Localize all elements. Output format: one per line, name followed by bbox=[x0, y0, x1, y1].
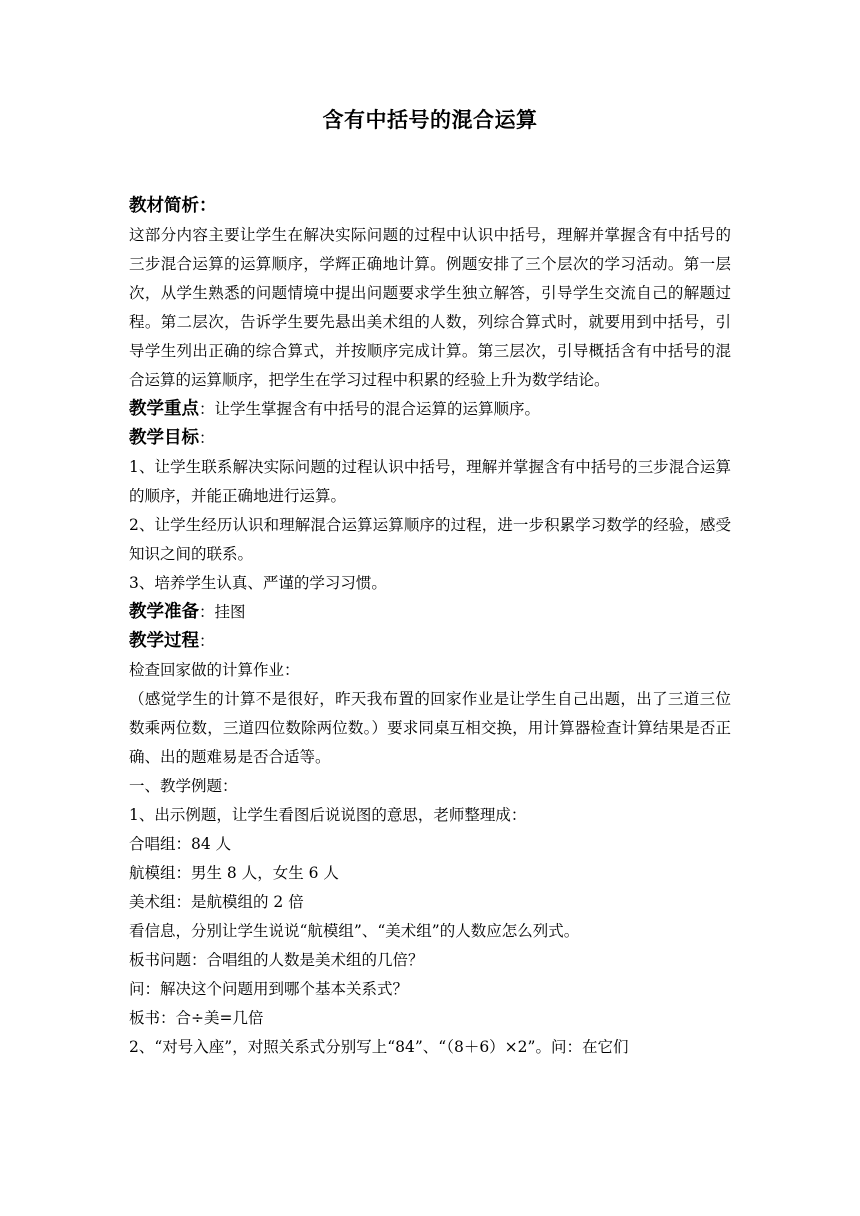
process-line: 看信息，分别让学生说说“航模组”、“美术组”的人数应怎么列式。 bbox=[129, 922, 580, 940]
preparation-heading: 教学准备 bbox=[129, 602, 199, 622]
analysis-heading: 教材简析： bbox=[129, 196, 217, 216]
preparation-line bbox=[129, 598, 731, 627]
process-line: 2、“对号入座”，对照关系式分别写上“84”、“（8＋6）×2”。问：在它们 bbox=[129, 1038, 629, 1056]
process-line: 合唱组：84 人 bbox=[129, 835, 232, 853]
process-line: 航模组：男生 8 人，女生 6 人 bbox=[129, 864, 339, 882]
preparation-text: ：挂图 bbox=[199, 603, 246, 621]
process-line: （感觉学生的计算不是很好，昨天我布置的回家作业是让学生自己出题，出了三道三位数乘两位数，三道四位数除两位数。）要求同桌互相交换，用计算器检查计算结果是否正确、出的题难易是否合适等。 bbox=[129, 690, 731, 766]
key-point-text: ：让学生掌握含有中括号的混合运算的运算顺序。 bbox=[199, 400, 541, 418]
objective-item-2: 2、让学生经历认识和理解混合运算运算顺序的过程，进一步积累学习数学的经验，感受知识之间的联系。 bbox=[129, 516, 731, 563]
document-body bbox=[129, 192, 731, 1062]
objective-item-3: 3、培养学生认真、严谨的学习习惯。 bbox=[129, 574, 387, 592]
key-point-line bbox=[129, 395, 731, 424]
process-line: 问：解决这个问题用到哪个基本关系式？ bbox=[129, 980, 409, 998]
objectives-heading-line: 教学目标： bbox=[129, 428, 215, 448]
objective-item-1: 1、让学生联系解决实际问题的过程认识中括号，理解并掌握含有中括号的三步混合运算的顺序，并能正确地进行运算。 bbox=[129, 458, 731, 505]
process-line: 美术组：是航模组的 2 倍 bbox=[129, 893, 304, 911]
process-line: 1、出示例题，让学生看图后说说图的意思，老师整理成： bbox=[129, 806, 527, 824]
objectives-heading: 教学目标 bbox=[129, 428, 199, 448]
process-line: 板书：合÷美=几倍 bbox=[129, 1009, 264, 1027]
process-line: 一、教学例题： bbox=[129, 777, 238, 795]
document-title: 含有中括号的混合运算 bbox=[322, 108, 538, 132]
process-heading-line: 教学过程： bbox=[129, 631, 215, 651]
process-heading: 教学过程 bbox=[129, 631, 199, 651]
analysis-paragraph: 这部分内容主要让学生在解决实际问题的过程中认识中括号，理解并掌握含有中括号的三步混合运算的运算顺序，学辉正确地计算。例题安排了三个层次的学习活动。第一层次，从学生熟悉的问题情境中提出问题要求学生独立解答，引导学生交流自己的解题过程。第二层次，告诉学生要先悬出美术组的人数，列综合算式时，就要用到中括号，引导学生列出正确的综合算式，并按顺序完成计算。第三层次，引导概括含有中括号的混合运算的运算顺序，把学生在学习过程中积累的经验上升为数学结论。 bbox=[129, 226, 731, 389]
process-line: 检查回家做的计算作业： bbox=[129, 661, 300, 679]
key-point-heading: 教学重点 bbox=[129, 399, 199, 419]
process-line: 板书问题：合唱组的人数是美术组的几倍？ bbox=[129, 951, 424, 969]
